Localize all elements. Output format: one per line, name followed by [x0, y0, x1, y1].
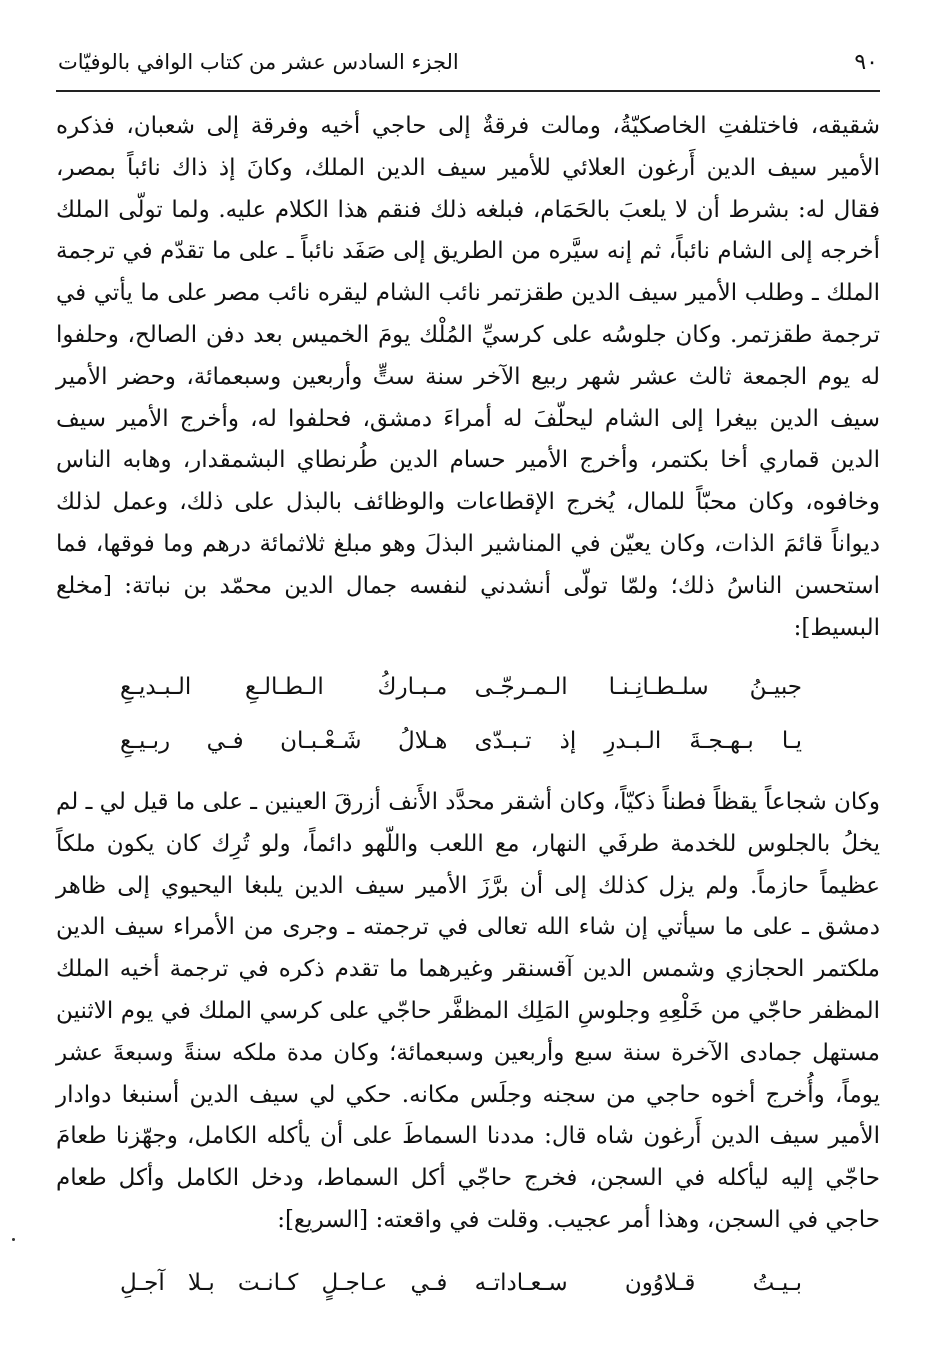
- verse-block-1: [120, 660, 802, 768]
- verse-block-2: [120, 1256, 802, 1310]
- verse-line: [120, 660, 802, 714]
- hemistich-left: مـبـاركُ الـطـالـعِ الـبـديـعِ: [120, 674, 448, 700]
- paragraph-text: شقيقه، فاختلفتِ الخاصكيّةُ، ومالت فرقةٌ إلى حاجي أخيه وفرقة إلى شعبان، فذكره الأمير سيف الدين أَرغون العلائي للأمير سيف الدين الملك، وكانَ إذ ذاك نائباً بمصر، فقال له: بشرط أن لا يلعبَ بالحَمَام، فبلغه ذلك فنقم هذا الكلام عليه. ولما تولّى الملك أخرجه إلى الشام نائباً، ثم إنه سيَّره من الطريق إلى صَفَد نائباً ـ على ما تقدّم في ترجمة الملك ـ وطلب الأمير سيف الدين طقزتمر نائب الشام ليقره نائب مصر على ما يأتي في ترجمة طقزتمر. وكان جلوسُه على كرسيِّ المُلْك يومَ الخميس بعد دفن الصالح، وحلفوا له يوم الجمعة ثالث عشر شهر ربيع الآخر سنة ستٍّ وأربعين وسبعمائة، وحضر الأمير سيف الدين بيغرا إلى الشام ليحلّفَ له أمراءَ دمشق، فحلفوا له، وأخرج الأمير سيف الدين قماري أخا بكتمر، وأخرج الأمير حسام الدين طُرنطاي البشمقدار، وهابه الناس وخافوه، وكان محبّاً للمال، يُخرج الإقطاعات والوظائف بالبذل على ذلك، وعمل لذلك ديواناً قائمَ الذات، وكان يعيّن في المناشير البذلَ وهو مبلغ ثلاثمائة درهم وما فوقها، فما استحسن الناسُ ذلك؛ ولمّا تولّى أنشدني لنفسه جمال الدين محمّد بن نباتة: [مخلع البسيط]:: [56, 113, 880, 641]
- hemistich-left: فـي عـاجـلٍ كـانـت بـلا آجـلِ: [120, 1270, 448, 1296]
- page-number: ٩٠: [854, 49, 878, 75]
- scan-speck: [12, 1238, 15, 1241]
- paragraph-1: [56, 106, 880, 649]
- hemistich-right: جبيـنُ سلـطـانِـنـا الـمـرجّـى: [474, 674, 802, 700]
- paragraph-text: وكان شجاعاً يقظاً فطناً ذكيّاً، وكان أشقر محدَّد الأَنف أزرقَ العينين ـ على ما قيل لي ـ لم يخلُ بالجلوس للخدمة طرفَي النهار، مع اللعب واللّهو دائماً، ولو تُرِك كان يكون ملكاً عظيماً حازماً. ولم يزل كذلك إلى أن برَّزَ الأمير سيف الدين يلبغا اليحيوي إلى ظاهر دمشق ـ على ما سيأتي إن شاء الله تعالى في ترجمته ـ وجرى من الأمراء سيف الدين ملكتمر الحجازي وشمس الدين آقسنقر وغيرهما ما تقدم ذكره في ترجمة أخيه الملك المظفر حاجّي من خَلْعِهِ وجلوسِ المَلِك المظفَّر حاجّي على كرسي الملك في يوم الاثنين مستهل جمادى الآخرة سنة سبع وأربعين وسبعمائة؛ وكان مدة ملكه سنةً وسبعةَ عشر يوماً، وأُخرج أخوه حاجي من سجنه وجلَس مكانه. حكي لي سيف الدين أسنبغا دوادار الأمير سيف الدين أَرغون شاه قال: مددنا السماطَ على أن يأكله الكامل، وجهّزنا طعامَ حاجّي إليه ليأكله في السجن، فخرج حاجّي أكل السماط، ودخل الكامل وأكل طعام حاجي في السجن، وهذا أمر عجيب. وقلت في واقعته: [السريع]:: [56, 789, 880, 1233]
- verse-line: [120, 714, 802, 768]
- verse-line: [120, 1256, 802, 1310]
- header-rule: [56, 90, 880, 92]
- hemistich-right: بـيـتُ قـلاوُون سـعـاداتـه: [474, 1270, 802, 1296]
- running-title: الجزء السادس عشر من كتاب الوافي بالوفيّات: [58, 50, 459, 74]
- page-header: [58, 42, 878, 82]
- hemistich-left: هـلالُ شَـعْـبـان فـي ربـيـعِ: [120, 728, 448, 754]
- paragraph-2: [56, 782, 880, 1242]
- hemistich-right: يـا بـهـجـةَ الـبـدرِ إذ تـبـدّى: [474, 728, 802, 754]
